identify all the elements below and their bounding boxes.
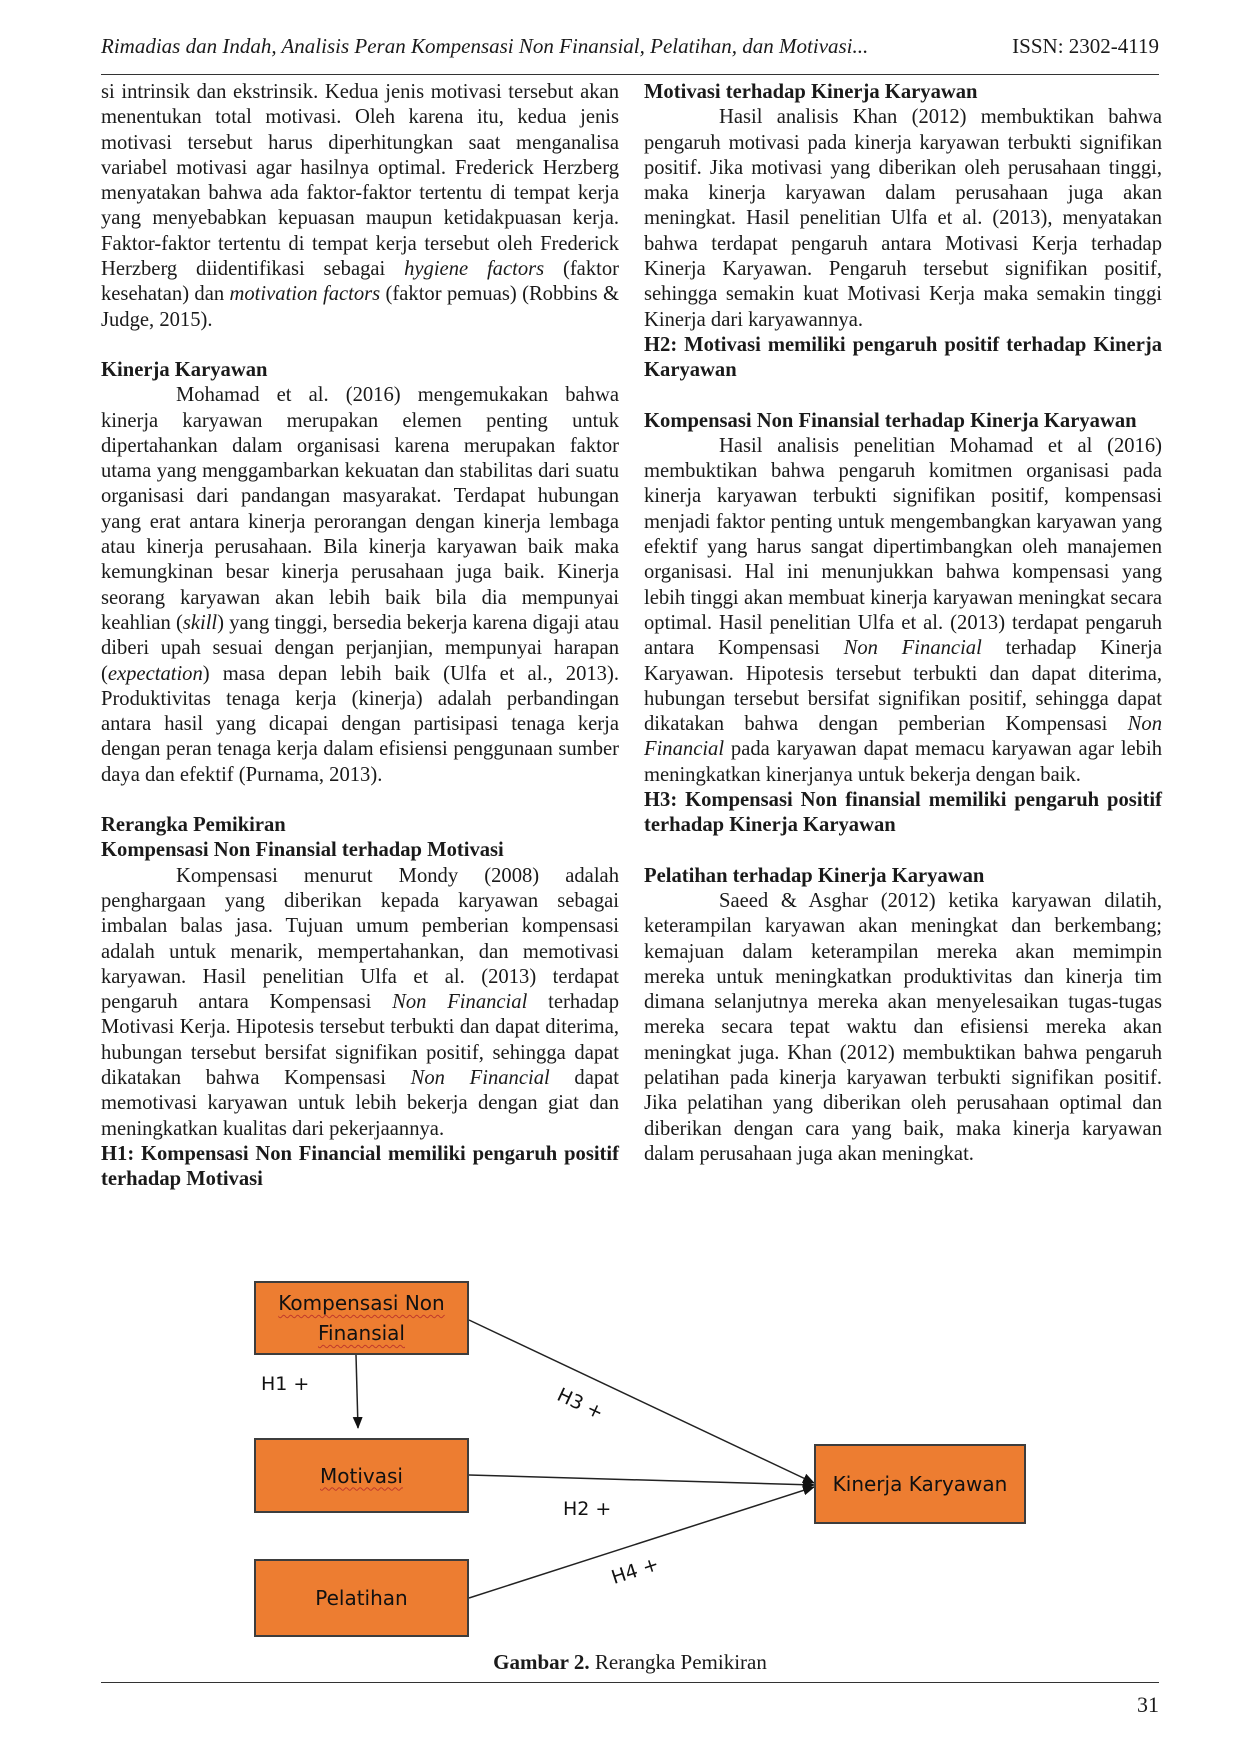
paragraph-pelatihan-kinerja: Saeed & Asghar (2012) ketika karyawan dilatih, keterampilan karyawan akan meningkat dan berkembang; kemajuan dalam keterampilan mereka akan memimpin mereka untuk meningkatkan produktivitas dan kinerja tim dimana selanjutnya mereka akan menyelesaikan tugas-tugas mereka secara tepat waktu dan efisiensi mereka akan meningkat juga. Khan (2012) membuktikan bahwa pengaruh pelatihan pada kinerja karyawan terbukti signifikan positif. Jika pelatihan yang diberikan oleh perusahaan optimal dan diberikan dengan cara yang baik, maka kinerja karyawan dalam perusahaan juga akan meningkat. xyxy=(644,889,1162,1165)
box-motivasi: Motivasi xyxy=(254,1438,469,1513)
right-column xyxy=(644,80,1162,1167)
left-column xyxy=(101,80,619,1192)
header-rule xyxy=(101,74,1159,75)
label-h2: H2 + xyxy=(563,1498,612,1520)
footer-rule xyxy=(101,1682,1159,1683)
heading-motivasi-kinerja: Motivasi terhadap Kinerja Karyawan xyxy=(644,81,978,103)
heading-kinerja-karyawan: Kinerja Karyawan xyxy=(101,358,268,381)
arrow-h2 xyxy=(469,1475,814,1485)
arrow-h1 xyxy=(356,1355,358,1428)
paragraph-kompensasi-kinerja: Hasil analisis penelitian Mohamad et al (2016) membuktikan bahwa pengaruh komitmen organisasi pada kinerja karyawan terbukti signifikan positif, kompensasi menjadi faktor penting untuk mengembangkan karyawan yang efektif yang harus sangat dipertimbangkan oleh manajemen organisasi. Hal ini menunjukkan bahwa kompensasi yang lebih tinggi akan membuat kinerja karyawan meningkat secara optimal. Hasil penelitian Ulfa et al. (2013) terdapat pengaruh antara Kompensasi Non Financial terhadap Kinerja Karyawan. Hipotesis tersebut terbukti dan dapat diterima, hubungan tersebut bersifat signifikan positif, sehingga dapat dikatakan bahwa dengan pemberian Kompensasi Non Financial pada karyawan dapat memacu karyawan agar lebih meningkatkan kinerjanya untuk bekerja dengan baik. xyxy=(644,434,1162,786)
label-h1: H1 + xyxy=(261,1373,310,1395)
box-kompensasi-non-finansial: Kompensasi Non Finansial xyxy=(254,1281,469,1355)
box-pelatihan: Pelatihan xyxy=(254,1559,469,1637)
paragraph-kinerja: Mohamad et al. (2016) mengemukakan bahwa kinerja karyawan merupakan elemen penting untuk dipertahankan dalam organisasi karena merupakan faktor utama yang menggambarkan kekuatan dan stabilitas dari suatu organisasi dari pandangan masyarakat. Terdapat hubungan yang erat antara kinerja perorangan dengan kinerja lembaga atau kinerja perusahaan. Bila kinerja karyawan baik maka kemungkinan besar kinerja perusahaan juga baik. Kinerja seorang karyawan akan lebih baik bila dia mempunyai keahlian (skill) yang tinggi, bersedia bekerja karena digaji atau diberi upah sesuai dengan perjanjian, mempunyai harapan (expectation) masa depan lebih baik (Ulfa et al., 2013). Produktivitas tenaga kerja (kinerja) adalah perbandingan antara hasil yang dicapai dengan partisipasi tenaga kerja dengan peran tenaga kerja dalam efisiensi penggunaan sumber daya dan efektif (Purnama, 2013). xyxy=(101,384,619,786)
arrow-h3 xyxy=(469,1320,814,1483)
issn: ISSN: 2302-4119 xyxy=(1012,34,1159,58)
heading-kompensasi-kinerja: Kompensasi Non Finansial terhadap Kinerja Karyawan xyxy=(644,409,1137,432)
hypothesis-h1: H1: Kompensasi Non Financial memiliki pengaruh positif terhadap Motivasi xyxy=(101,1142,619,1191)
hypothesis-h3: H3: Kompensasi Non finansial memiliki pengaruh positif terhadap Kinerja Karyawan xyxy=(644,789,1162,837)
hypothesis-h2: H2: Motivasi memiliki pengaruh positif terhadap Kinerja Karyawan xyxy=(644,333,1162,382)
box-kinerja-karyawan: Kinerja Karyawan xyxy=(814,1444,1026,1524)
paragraph-motivasi-kinerja: Hasil analisis Khan (2012) membuktikan bahwa pengaruh motivasi pada kinerja karyawan terbukti signifikan positif. Jika motivasi yang diberikan oleh perusahaan tinggi, maka kinerja karyawan dalam perusahaan juga akan meningkat. Hasil penelitian Ulfa et al. (2013), menyatakan bahwa terdapat pengaruh antara Motivasi Kerja terhadap Kinerja Karyawan. Pengaruh tersebut signifikan positif, sehingga semakin kuat Motivasi Kerja maka semakin tinggi Kinerja dari karyawannya. xyxy=(644,106,1162,331)
framework-diagram xyxy=(101,1265,1159,1665)
figure-caption: Gambar 2. Rerangka Pemikiran xyxy=(493,1650,767,1674)
arrow-h4 xyxy=(469,1487,814,1598)
running-header-title: Rimadias dan Indah, Analisis Peran Kompensasi Non Finansial, Pelatihan, dan Motivasi... xyxy=(101,34,869,58)
heading-rerangka-pemikiran: Rerangka Pemikiran xyxy=(101,814,286,837)
paragraph-motivation-intro: si intrinsik dan ekstrinsik. Kedua jenis motivasi tersebut akan menentukan total motivasi. Oleh karena itu, kedua jenis motivasi tersebut harus diperhitungkan saat menganalisa variabel motivasi agar hasilnya optimal. Frederick Herzberg menyatakan bahwa ada faktor-faktor tertentu di tempat kerja yang menyebabkan kepuasan maupun ketidakpuasan kerja. Faktor-faktor tertentu di tempat kerja tersebut oleh Frederick Herzberg diidentifikasi sebagai hygiene factors (faktor kesehatan) dan motivation factors (faktor pemuas) (Robbins & Judge, 2015). xyxy=(101,81,619,331)
heading-kompensasi-motivasi: Kompensasi Non Finansial terhadap Motivasi xyxy=(101,839,504,862)
paragraph-kompensasi-motivasi: Kompensasi menurut Mondy (2008) adalah penghargaan yang diberikan kepada karyawan sebagai imbalan balas jasa. Tujuan umum pemberian kompensasi adalah untuk menarik, mempertahankan, dan memotivasi karyawan. Hasil penelitian Ulfa et al. (2013) terdapat pengaruh antara Kompensasi Non Financial terhadap Motivasi Kerja. Hipotesis tersebut terbukti dan dapat diterima, hubungan tersebut bersifat signifikan positif, sehingga dapat dikatakan bahwa Kompensasi Non Financial dapat memotivasi karyawan untuk lebih bekerja dengan giat dan meningkatkan kualitas dari pekerjaannya. xyxy=(101,864,619,1140)
running-header xyxy=(101,34,1159,66)
label-h4: H4 + xyxy=(608,1553,662,1589)
label-h3: H3 + xyxy=(553,1383,607,1425)
heading-pelatihan-kinerja: Pelatihan terhadap Kinerja Karyawan xyxy=(644,864,985,887)
page-number: 31 xyxy=(1137,1692,1159,1717)
